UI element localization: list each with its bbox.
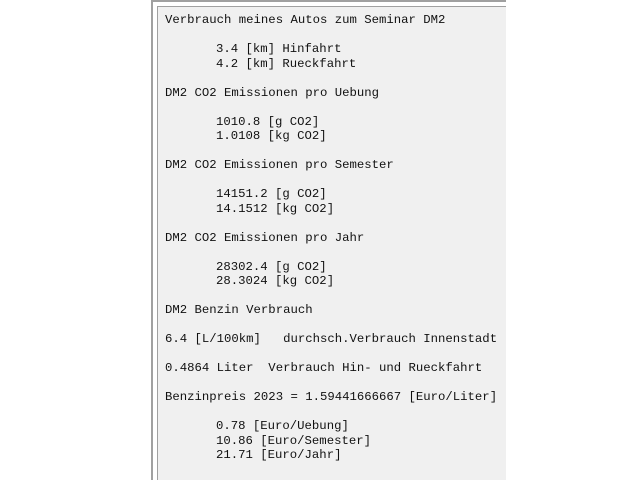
value-line: 14151.2 [g CO2] bbox=[216, 187, 327, 201]
value-line: 1.0108 [kg CO2] bbox=[216, 129, 327, 143]
value-line: 14.1512 [kg CO2] bbox=[216, 201, 335, 216]
liter-line: 0.4864 Liter Verbrauch Hin- und Rueckfahrt bbox=[165, 361, 483, 375]
value-line: 28.3024 [kg CO2] bbox=[216, 274, 335, 288]
value-line: 1010.8 [g CO2] bbox=[216, 114, 320, 129]
jahr-heading: DM2 CO2 Emissionen pro Jahr bbox=[165, 230, 365, 245]
uebung-heading: DM2 CO2 Emissionen pro Uebung bbox=[165, 85, 380, 100]
benzin-heading: DM2 Benzin Verbrauch bbox=[165, 303, 313, 317]
cost-line: 10.86 [Euro/Semester] bbox=[216, 433, 371, 448]
verbrauch-line: 6.4 [L/100km] durchsch.Verbrauch Innenstadt bbox=[165, 332, 498, 346]
output-panel bbox=[157, 6, 506, 480]
distance-line: 3.4 [km] Hinfahrt bbox=[216, 42, 342, 56]
semester-heading: DM2 CO2 Emissionen pro Semester bbox=[165, 158, 394, 172]
output-title: Verbrauch meines Autos zum Seminar DM2 bbox=[165, 13, 446, 27]
distance-line: 4.2 [km] Rueckfahrt bbox=[216, 56, 357, 71]
cost-line: 21.71 [Euro/Jahr] bbox=[216, 448, 342, 462]
cost-line: 0.78 [Euro/Uebung] bbox=[216, 419, 349, 433]
value-line: 28302.4 [g CO2] bbox=[216, 259, 327, 274]
console-output bbox=[165, 13, 497, 463]
preis-line: Benzinpreis 2023 = 1.59441666667 [Euro/Liter] bbox=[165, 390, 498, 404]
